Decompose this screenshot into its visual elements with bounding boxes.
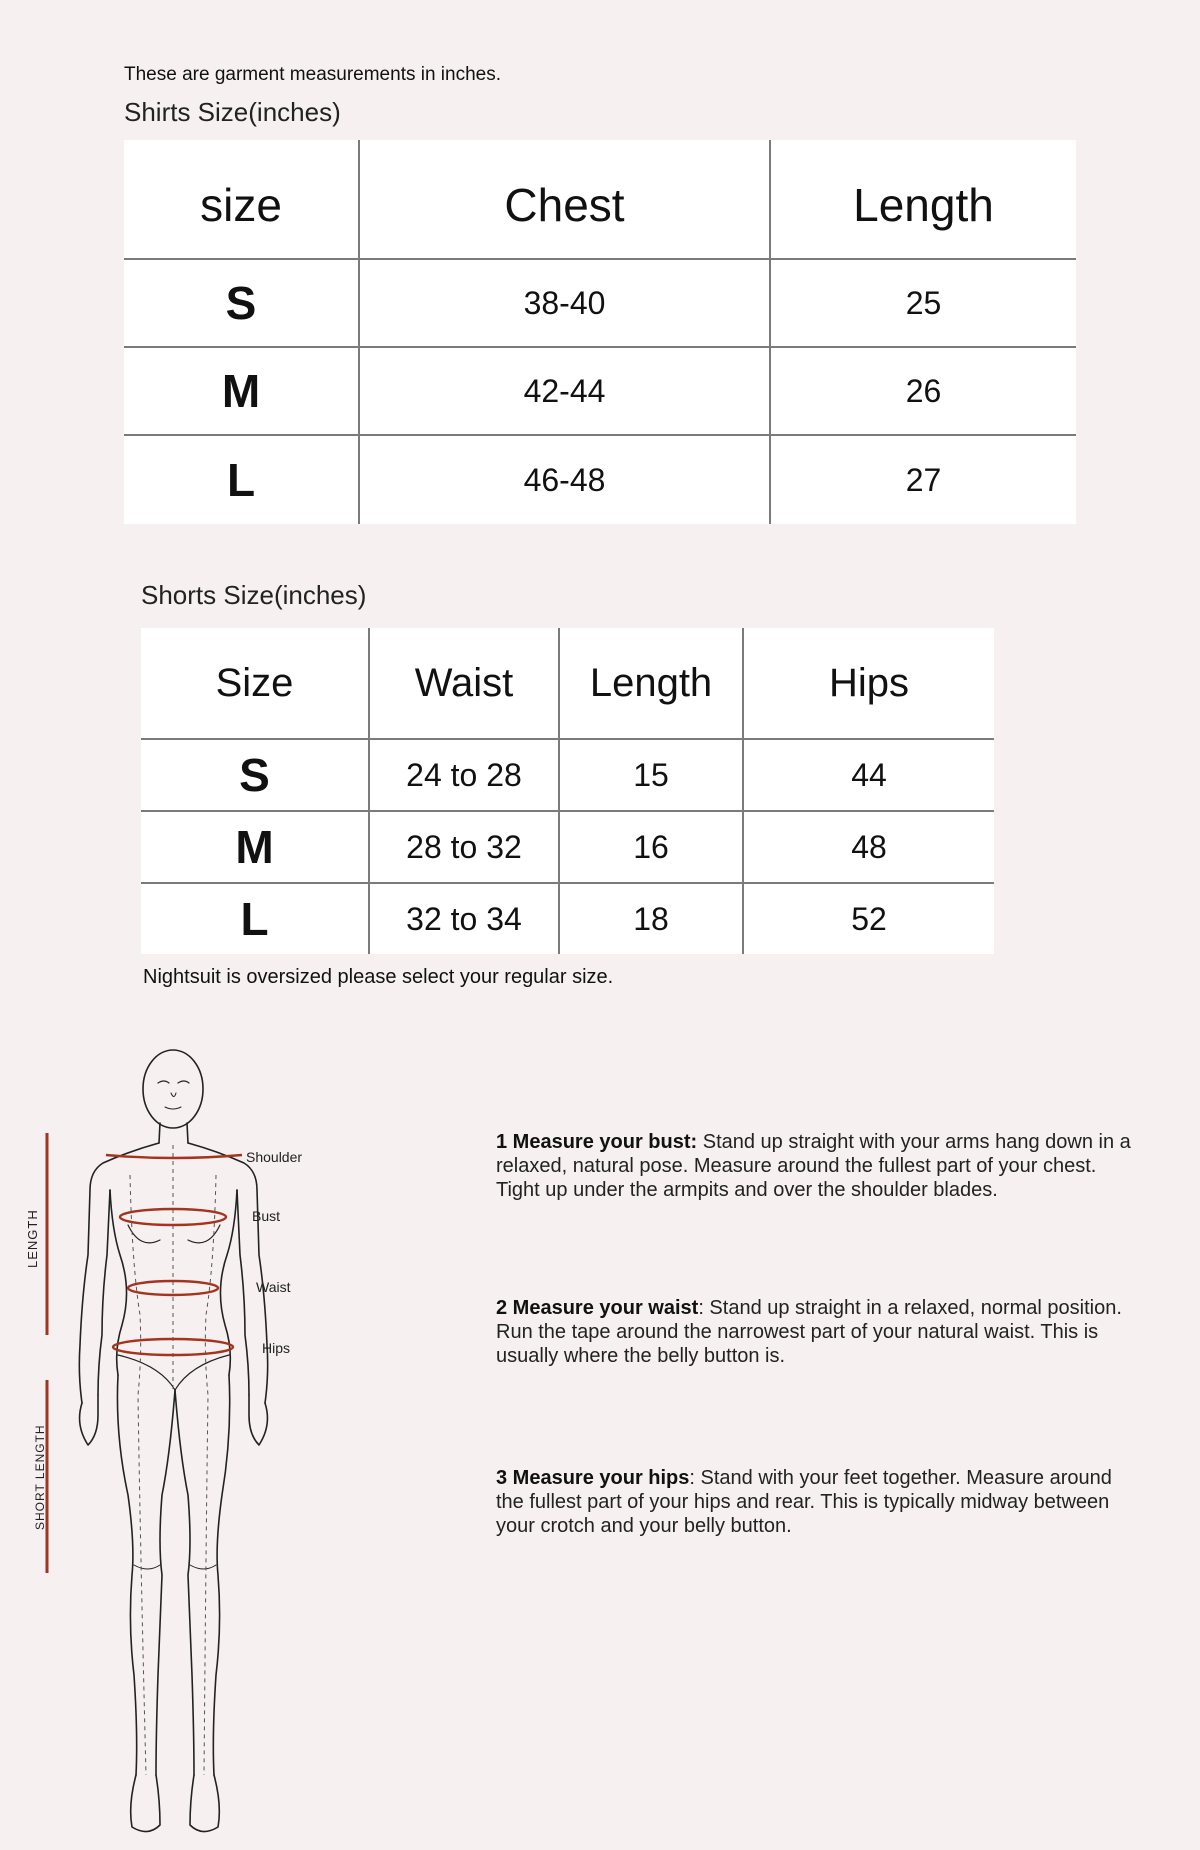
instruction-heading: 1 Measure your bust: (496, 1131, 698, 1153)
instruction-text: Stand up straight with your arms hang down in a relaxed, natural pose. Measure around the fullest part of your chest. Tight up under the armpits and over the shoulder blades. (496, 1131, 1131, 1201)
table-row (124, 347, 1076, 435)
table-row (141, 739, 994, 811)
table-row (141, 883, 994, 954)
hips-cell: 44 (743, 739, 994, 811)
bust-label: Bust (252, 1208, 281, 1224)
header-chest: Chest (359, 140, 770, 259)
instruction-text: : Stand with your feet together. Measure around the fullest part of your hips and rear. This is typically midway between your crotch and your belly button. (496, 1467, 1112, 1537)
hips-cell: 48 (743, 811, 994, 883)
hips-instruction (496, 1466, 1136, 1538)
oversize-note: Nightsuit is oversized please select your regular size. (143, 966, 614, 988)
table-row (124, 435, 1076, 524)
chest-cell: 38-40 (359, 259, 770, 347)
waist-cell: 24 to 28 (369, 739, 559, 811)
intro-text: These are garment measurements in inches. (124, 64, 502, 85)
bust-instruction (496, 1130, 1136, 1202)
header-hips: Hips (743, 628, 994, 739)
header-size: size (124, 140, 359, 259)
length-cell: 26 (770, 347, 1076, 435)
table-row (141, 811, 994, 883)
size-cell: S (141, 739, 369, 811)
length-cell: 27 (905, 461, 942, 498)
header-length: Length (770, 140, 1076, 259)
chest-cell: 42-44 (359, 347, 770, 435)
shorts-section-title: Shorts Size(inches) (141, 580, 367, 610)
size-cell: S (124, 259, 359, 347)
chest-cell: 46-48 (359, 435, 770, 524)
length-label: LENGTH (25, 1209, 40, 1268)
waist-cell: 32 to 34 (369, 883, 559, 954)
length-cell: 18 (559, 883, 743, 954)
table-row (124, 259, 1076, 347)
shirts-section-title: Shirts Size(inches) (124, 97, 341, 127)
waist-label: Waist (256, 1279, 291, 1295)
header-waist: Waist (369, 628, 559, 739)
guide-lines (130, 1145, 216, 1775)
shirts-size-table (124, 140, 1076, 524)
instruction-heading: 3 Measure your hips (496, 1467, 690, 1489)
length-cell: 25 (770, 259, 1076, 347)
hips-label: Hips (262, 1340, 291, 1356)
short-length-label: SHORT LENGTH (33, 1424, 47, 1530)
header-size: Size (141, 628, 369, 739)
size-cell: M (141, 811, 369, 883)
length-cell: 15 (559, 739, 743, 811)
measure-rings (106, 1155, 242, 1355)
shoulder-label: Shoulder (246, 1149, 303, 1165)
hips-cell: 52 (851, 900, 887, 937)
size-cell: M (124, 347, 359, 435)
mannequin-outline (79, 1050, 267, 1832)
length-cell: 16 (559, 811, 743, 883)
table-header-row (141, 628, 994, 739)
size-cell: L (141, 883, 369, 954)
body-measurement-figure (10, 1015, 340, 1845)
waist-instruction (496, 1296, 1136, 1368)
table-header-row (124, 140, 1076, 259)
instruction-text: : Stand up straight in a relaxed, normal position. Run the tape around the narrowest part of your natural waist. This is usually where the belly button is. (496, 1297, 1122, 1367)
size-cell: L (124, 435, 359, 524)
header-length: Length (559, 628, 743, 739)
waist-cell: 28 to 32 (369, 811, 559, 883)
instruction-heading: 2 Measure your waist (496, 1297, 699, 1319)
shorts-size-table (141, 628, 994, 954)
